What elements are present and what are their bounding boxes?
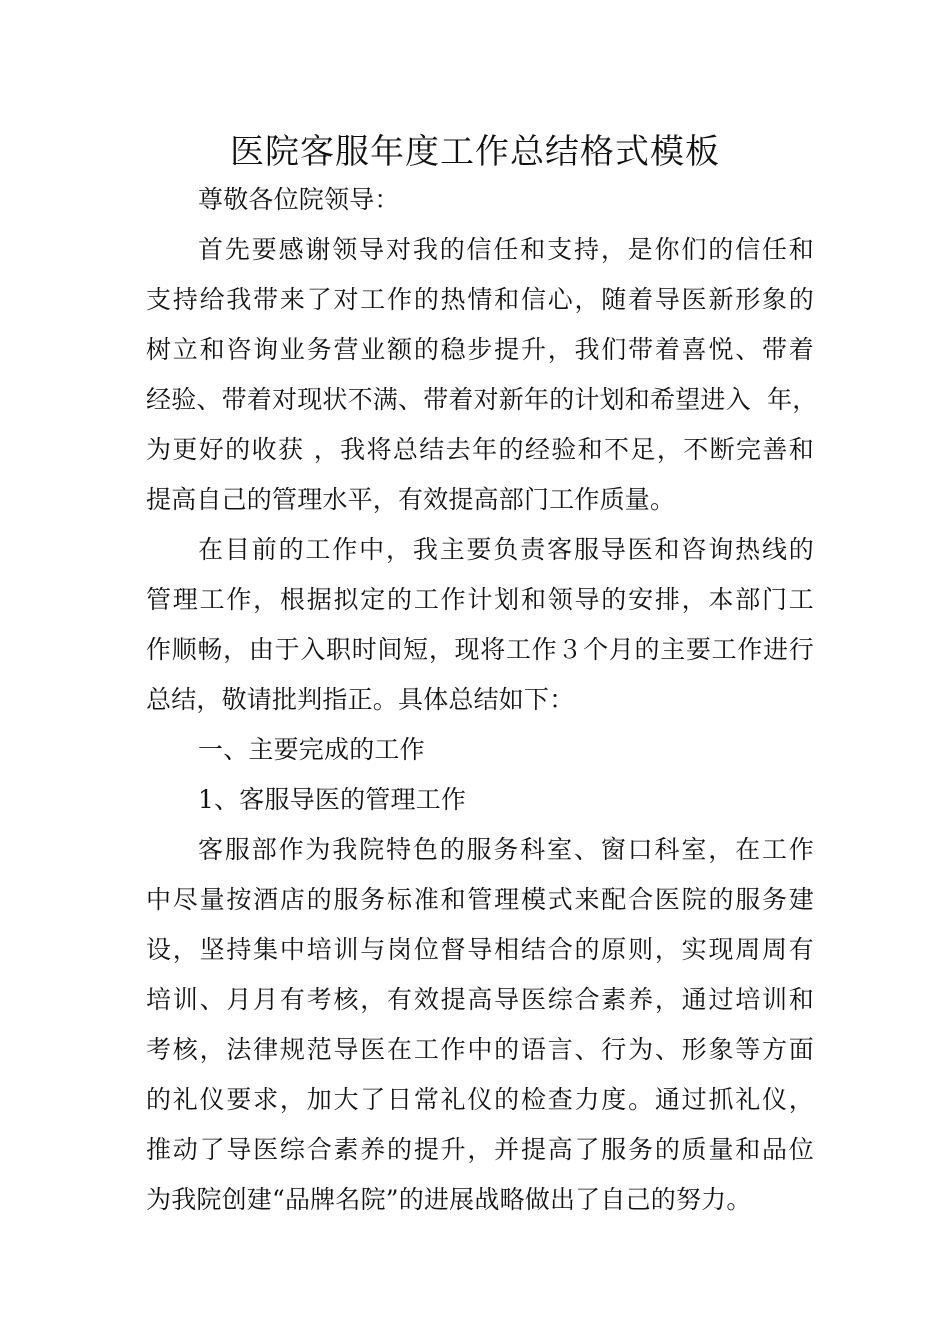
paragraph-line: 推动了导医综合素养的提升，并提高了服务的质量和品位 (146, 1135, 814, 1164)
paragraph-line: 经验、带着对现状不满、带着对新年的计划和希望进入 年， (146, 385, 818, 414)
paragraph-line: 首先要感谢领导对我的信任和支持，是你们的信任和 (198, 235, 814, 264)
paragraph-line: 培训、月月有考核，有效提高导医综合素养，通过培训和 (146, 985, 814, 1014)
paragraph-line: 支持给我带来了对工作的热情和信心，随着导医新形象的 (146, 285, 814, 314)
paragraph-line: 设，坚持集中培训与岗位督导相结合的原则，实现周周有 (146, 935, 814, 964)
paragraph-line: 提高自己的管理水平，有效提高部门工作质量。 (146, 485, 676, 514)
salutation-line: 尊敬各位院领导： (198, 185, 400, 214)
subsection-heading: 1、客服导医的管理工作 (198, 785, 467, 814)
paragraph-line: 树立和咨询业务营业额的稳步提升，我们带着喜悦、带着 (146, 335, 814, 364)
paragraph-line: 为我院创建“品牌名院”的进展战略做出了自己的努力。 (146, 1185, 752, 1214)
paragraph-line: 的礼仪要求，加大了日常礼仪的检查力度。通过抓礼仪， (146, 1085, 814, 1114)
paragraph-line: 中尽量按酒店的服务标准和管理模式来配合医院的服务建 (146, 885, 814, 914)
paragraph-line: 客服部作为我院特色的服务科室、窗口科室，在工作 (198, 835, 814, 864)
paragraph-line: 管理工作，根据拟定的工作计划和领导的安排，本部门工 (146, 585, 814, 614)
paragraph-line: 为更好的收获 ，我将总结去年的经验和不足，不断完善和 (146, 435, 814, 464)
paragraph-line: 作顺畅，由于入职时间短，现将工作３个月的主要工作进行 (146, 635, 814, 664)
paragraph-line: 考核，法律规范导医在工作中的语言、行为、形象等方面 (146, 1035, 814, 1064)
paragraph-line: 总结，敬请批判指正。具体总结如下： (146, 685, 575, 714)
document-body (146, 175, 818, 1225)
paragraph-line: 在目前的工作中，我主要负责客服导医和咨询热线的 (198, 535, 814, 564)
document-title: 医院客服年度工作总结格式模板 (230, 132, 720, 172)
section-heading: 一、主要完成的工作 (198, 735, 425, 764)
